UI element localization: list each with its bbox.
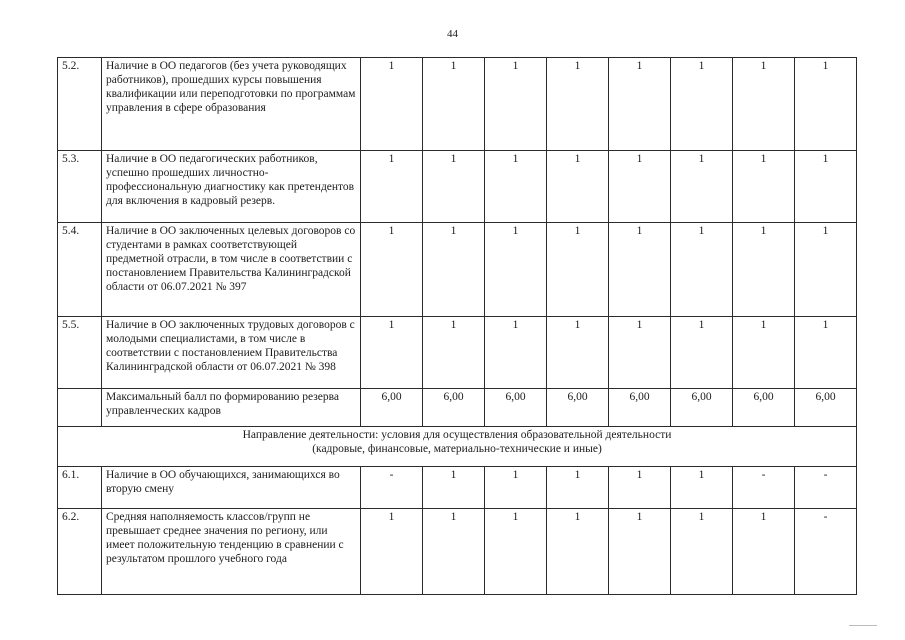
score-cell: 1 — [423, 58, 485, 151]
score-cell: 1 — [609, 223, 671, 317]
row-description: Наличие в ОО педагогических работников, успешно прошедших личностно-профессиональную диагностику как претендентов для включения в кадровый резерв. — [102, 151, 361, 223]
row-description: Наличие в ОО заключенных целевых договоров со студентами в рамках соответствующей предметной отрасли, в том числе в соответствии с постановлением Правительства Калининградской области от 06.07.2021 № 397 — [102, 223, 361, 317]
score-cell: 1 — [671, 151, 733, 223]
score-cell: 1 — [423, 151, 485, 223]
score-cell: 1 — [423, 317, 485, 389]
score-cell: 6,00 — [547, 389, 609, 427]
score-cell: 1 — [485, 317, 547, 389]
score-cell: 1 — [671, 223, 733, 317]
score-cell: 1 — [485, 223, 547, 317]
score-cell: 1 — [795, 151, 857, 223]
score-cell: 6,00 — [361, 389, 423, 427]
table-row — [58, 317, 857, 389]
row-description: Максимальный балл по формированию резерва управленческих кадров — [102, 389, 361, 427]
score-cell: 1 — [361, 58, 423, 151]
section-title: Направление деятельности: условия для осуществления образовательной деятельности — [242, 429, 672, 441]
table-row — [58, 151, 857, 223]
score-cell: 1 — [547, 467, 609, 509]
score-cell: - — [795, 509, 857, 595]
table-row — [58, 58, 857, 151]
score-cell: 1 — [609, 317, 671, 389]
table-row — [58, 223, 857, 317]
score-cell: - — [361, 467, 423, 509]
row-number: 6.2. — [58, 509, 102, 595]
score-cell: 1 — [361, 151, 423, 223]
score-cell: 1 — [547, 151, 609, 223]
score-cell: 1 — [485, 151, 547, 223]
score-cell: 6,00 — [485, 389, 547, 427]
row-description: Средняя наполняемость классов/групп не превышает среднее значения по региону, или имеет положительную тенденцию в сравнении с результатом прошлого учебного года — [102, 509, 361, 595]
score-cell: 1 — [733, 509, 795, 595]
table-row — [58, 389, 857, 427]
row-number: 5.4. — [58, 223, 102, 317]
score-cell: 1 — [609, 467, 671, 509]
score-cell: - — [795, 467, 857, 509]
score-cell: 1 — [361, 317, 423, 389]
row-number: 6.1. — [58, 467, 102, 509]
score-cell: 1 — [609, 151, 671, 223]
score-cell: 1 — [671, 317, 733, 389]
score-cell: 1 — [795, 317, 857, 389]
score-cell: - — [733, 467, 795, 509]
score-cell: 1 — [795, 58, 857, 151]
score-cell: 1 — [671, 58, 733, 151]
score-cell: 1 — [485, 467, 547, 509]
score-cell: 1 — [547, 317, 609, 389]
score-cell: 1 — [609, 509, 671, 595]
section-heading — [58, 427, 857, 467]
score-cell: 6,00 — [733, 389, 795, 427]
score-cell: 6,00 — [609, 389, 671, 427]
section-row — [58, 427, 857, 467]
score-cell: 1 — [733, 223, 795, 317]
score-cell: 1 — [423, 467, 485, 509]
score-cell: 1 — [733, 58, 795, 151]
row-number: 5.5. — [58, 317, 102, 389]
score-cell: 1 — [795, 223, 857, 317]
row-description: Наличие в ОО заключенных трудовых договоров с молодыми специалистами, в том числе в соответствии с постановлением Правительства Калининградской области от 06.07.2021 № 398 — [102, 317, 361, 389]
section-subtitle: (кадровые, финансовые, материально-технические и иные) — [312, 443, 602, 455]
score-cell: 6,00 — [671, 389, 733, 427]
score-cell: 1 — [485, 58, 547, 151]
score-cell: 1 — [361, 223, 423, 317]
score-cell: 1 — [733, 151, 795, 223]
score-cell: 1 — [423, 509, 485, 595]
page-number: 44 — [447, 28, 458, 40]
criteria-table — [57, 57, 857, 595]
footer-mark — [849, 625, 877, 626]
row-number: 5.2. — [58, 58, 102, 151]
score-cell: 1 — [547, 509, 609, 595]
score-cell: 1 — [423, 223, 485, 317]
row-number: 5.3. — [58, 151, 102, 223]
table-row — [58, 509, 857, 595]
score-cell: 1 — [671, 509, 733, 595]
row-number — [58, 389, 102, 427]
score-cell: 1 — [733, 317, 795, 389]
score-cell: 6,00 — [423, 389, 485, 427]
score-cell: 1 — [485, 509, 547, 595]
row-description: Наличие в ОО обучающихся, занимающихся во вторую смену — [102, 467, 361, 509]
score-cell: 1 — [547, 58, 609, 151]
score-cell: 1 — [671, 467, 733, 509]
score-cell: 6,00 — [795, 389, 857, 427]
row-description: Наличие в ОО педагогов (без учета руководящих работников), прошедших курсы повышения квалификации или переподготовки по программам управления в сфере образования — [102, 58, 361, 151]
table-row — [58, 467, 857, 509]
score-cell: 1 — [609, 58, 671, 151]
score-cell: 1 — [361, 509, 423, 595]
score-cell: 1 — [547, 223, 609, 317]
